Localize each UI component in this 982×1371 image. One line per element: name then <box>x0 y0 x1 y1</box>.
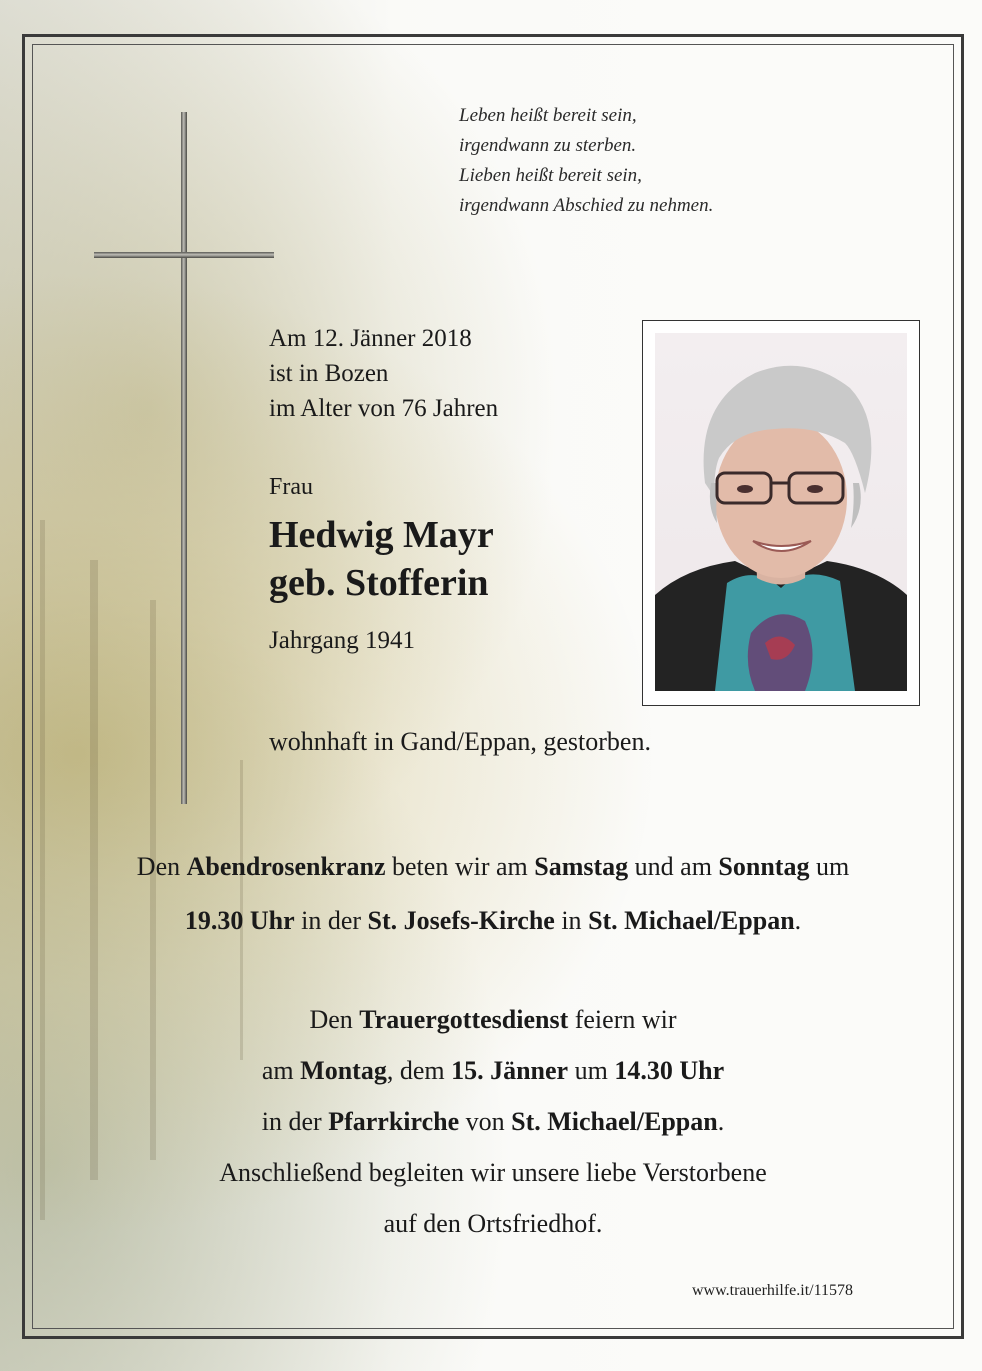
poem-line: Leben heißt bereit sein, <box>459 105 637 126</box>
funeral-line-1 <box>40 994 946 1045</box>
portrait-photo <box>655 333 907 691</box>
salutation: Frau <box>269 474 313 500</box>
text-segment: . <box>717 1107 725 1136</box>
emphasis: St. Josefs-Kirche <box>367 906 555 935</box>
poem-line: Lieben heißt bereit sein, <box>459 165 642 186</box>
emphasis: 14.30 Uhr <box>614 1056 725 1085</box>
emphasis: St. Michael/Eppan <box>511 1107 718 1136</box>
text-segment: in der <box>261 1107 329 1136</box>
emphasis: Samstag <box>534 852 629 881</box>
text-segment: beten wir am <box>385 852 535 881</box>
text-segment: in der <box>294 906 368 935</box>
text-segment: von <box>459 1107 512 1136</box>
intro-line: ist in Bozen <box>269 360 389 387</box>
emphasis: Abendrosenkranz <box>186 852 386 881</box>
emphasis: Pfarrkirche <box>328 1107 460 1136</box>
text-segment: . <box>794 906 802 935</box>
residence-line: wohnhaft in Gand/Eppan, gestorben. <box>269 727 651 756</box>
maiden-name-line: geb. Stofferin <box>269 562 489 604</box>
funeral-announcement <box>40 994 946 1249</box>
portrait-illustration <box>655 333 907 691</box>
rosary-announcement <box>40 840 946 948</box>
footer-url[interactable]: www.trauerhilfe.it/11578 <box>692 1282 853 1299</box>
funeral-line-4: Anschließend begleiten wir unsere liebe Verstorbene <box>219 1158 767 1187</box>
text-segment: Den <box>136 852 187 881</box>
rosary-line-1 <box>40 840 946 894</box>
funeral-line-2 <box>40 1045 946 1096</box>
text-segment: um <box>809 852 850 881</box>
text-segment: und am <box>628 852 719 881</box>
intro-line: Am 12. Jänner 2018 <box>269 325 472 352</box>
text-segment: um <box>568 1056 615 1085</box>
emphasis: Montag <box>300 1056 387 1085</box>
poem <box>459 101 819 221</box>
deceased-name <box>269 511 494 607</box>
birth-year: Jahrgang 1941 <box>269 627 416 654</box>
text-segment: in <box>554 906 589 935</box>
intro-line: im Alter von 76 Jahren <box>269 395 499 422</box>
text-segment: feiern wir <box>568 1005 677 1034</box>
cross-bar <box>94 252 274 258</box>
emphasis: 19.30 Uhr <box>184 906 295 935</box>
death-notice-intro <box>269 321 498 426</box>
poem-line: irgendwann Abschied zu nehmen. <box>459 195 714 216</box>
emphasis: Sonntag <box>718 852 810 881</box>
funeral-line-3 <box>40 1096 946 1147</box>
text-segment: Den <box>309 1005 360 1034</box>
funeral-line-5: auf den Ortsfriedhof. <box>383 1209 603 1238</box>
cross-icon <box>181 112 187 804</box>
emphasis: St. Michael/Eppan <box>588 906 795 935</box>
text-segment: , dem <box>386 1056 452 1085</box>
poem-line: irgendwann zu sterben. <box>459 135 637 156</box>
name-line: Hedwig Mayr <box>269 514 494 556</box>
emphasis: Trauergottesdienst <box>359 1005 569 1034</box>
rosary-line-2 <box>40 894 946 948</box>
text-segment: am <box>261 1056 301 1085</box>
emphasis: 15. Jänner <box>451 1056 569 1085</box>
